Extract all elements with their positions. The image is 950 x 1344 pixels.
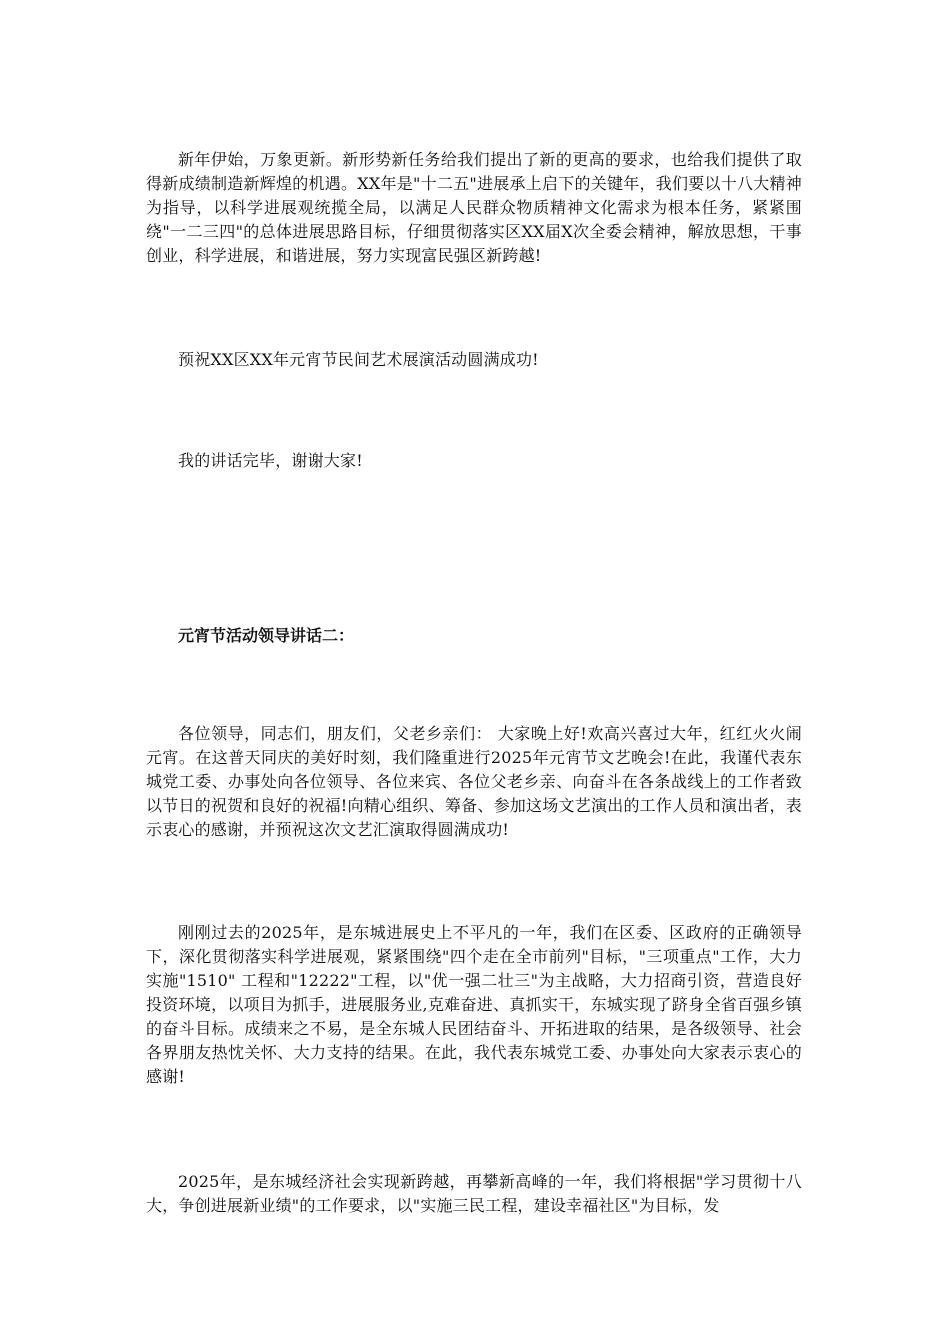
section-heading: 元宵节活动领导讲话二： [178, 626, 355, 645]
paragraph-greeting: 各位领导，同志们，朋友们，父老乡亲们： 大家晚上好!欢高兴喜过大年，红红火火闹元宵。在这普天同庆的美好时刻，我们隆重进行2025年元宵节文艺晚会!在此，我谨代表东城党工委、办事处向各位领导、各位来宾、各位父老乡亲、向奋斗在各条战线上的工作者致以节日的祝贺和良好的祝福!向精心组织、筹备、参加这场文艺演出的工作人员和演出者，表示衷心的感谢，并预祝这次文艺汇演取得圆满成功! [146, 724, 802, 839]
paragraph-closing-thanks: 我的讲话完毕，谢谢大家! [178, 451, 363, 470]
paragraph-wish-success: 预祝XX区XX年元宵节民间艺术展演活动圆满成功! [178, 350, 539, 369]
paragraph-past-year-review: 刚刚过去的2025年，是东城进展史上不平凡的一年，我们在区委、区政府的正确领导下，深化贯彻落实科学进展观，紧紧围绕"四个走在全市前列"目标，"三项重点"工作，大力实施"1510" 工程和"12222"工程，以"优一强二壮三"为主战略，大力招商引资，营造良好投资环境，以项目为抓手，进展服务业,克难奋进、真抓实干，东城实现了跻身全省百强乡镇的奋斗目标。成绩来之不易，是全东城人民团结奋斗、开拓进取的结果，是各级领导、社会各界朋友热忱关怀、大力支持的结果。在此，我代表东城党工委、办事处向大家表示衷心的感谢! [146, 923, 802, 1086]
paragraph-new-year-goals: 新年伊始，万象更新。新形势新任务给我们提出了新的更高的要求，也给我们提供了取得新成绩制造新辉煌的机遇。XX年是"十二五"进展承上启下的关键年，我们要以十八大精神为指导，以科学进展观统揽全局，以满足人民群众物质精神文化需求为根本任务，紧紧围绕"一二三四"的总体进展思路目标，仔细贯彻落实区XX届X次全委会精神，解放思想，干事创业，科学进展，和谐进展，努力实现富民强区新跨越! [146, 150, 802, 265]
paragraph-new-year-plan: 2025年，是东城经济社会实现新跨越，再攀新高峰的一年，我们将根据"学习贯彻十八大，争创进展新业绩"的工作要求，以"实施三民工程，建设幸福社区"为目标，发 [146, 1172, 802, 1215]
